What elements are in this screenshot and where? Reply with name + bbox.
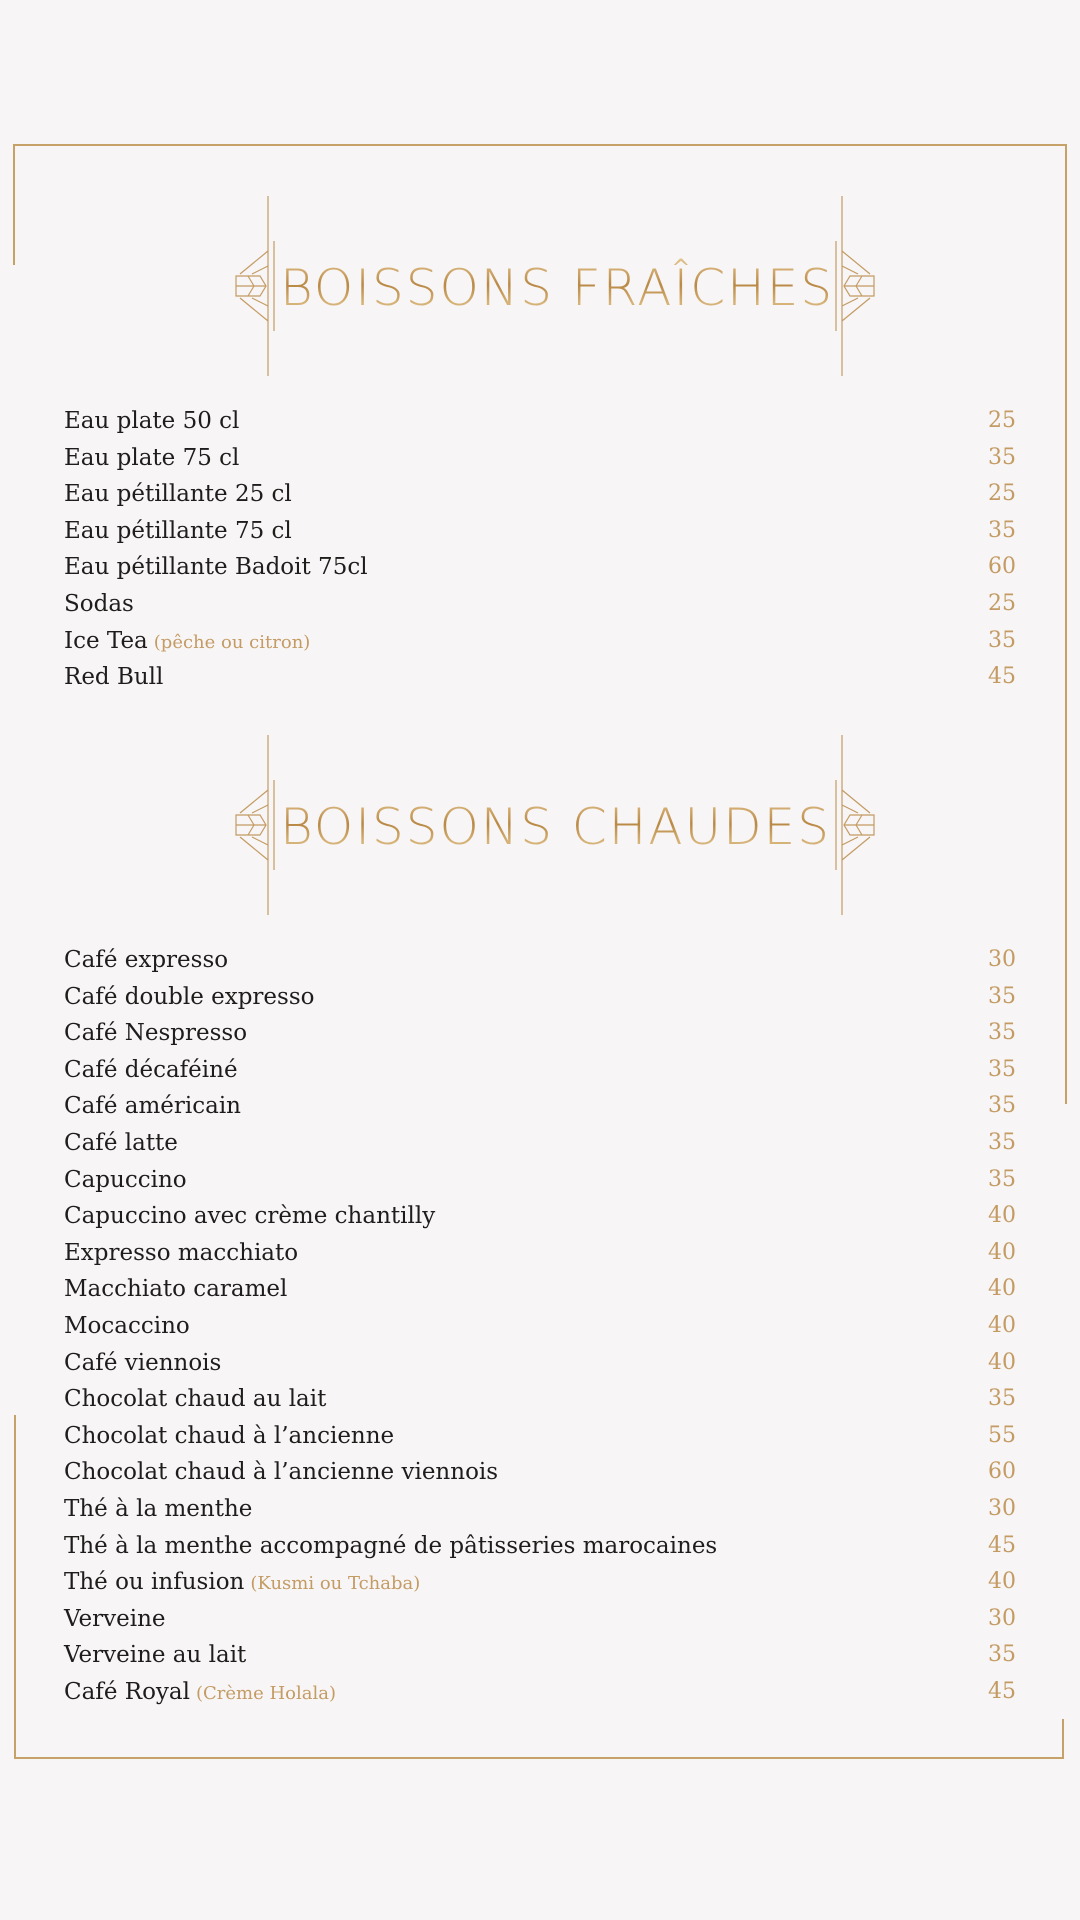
item-name: Eau pétillante 75 cl [64,517,292,544]
frame-left-line-top [13,144,15,265]
list-item [64,1381,1016,1418]
item-name: Café décaféiné [64,1056,238,1083]
item-price: 35 [988,1056,1016,1082]
item-name: Chocolat chaud au lait [64,1386,327,1413]
item-price: 45 [988,1532,1016,1558]
section-title: BOISSONS FRAÎCHES [280,256,830,320]
list-item [64,1564,1016,1601]
item-price: 55 [988,1422,1016,1448]
list-item [64,623,1016,660]
frame-top-line [13,144,1067,146]
item-note: (Crème Holala) [195,1682,337,1704]
item-price: 35 [988,1386,1016,1412]
item-price: 40 [988,1312,1016,1338]
item-name: Chocolat chaud à l’ancienne [64,1422,395,1449]
list-item [64,1418,1016,1455]
art-deco-ornament-left-icon [230,735,280,915]
item-price: 25 [988,590,1016,616]
item-name: Café Nespresso [64,1020,248,1047]
list-item [64,513,1016,550]
item-name: Ice Tea [64,627,148,654]
item-price: 30 [988,947,1016,972]
list-item [64,1271,1016,1308]
item-price: 35 [988,627,1016,653]
list-item [64,1491,1016,1528]
item-name: Café expresso [64,947,229,973]
list-item [64,440,1016,477]
art-deco-ornament-left-icon [230,196,280,376]
item-price: 25 [988,408,1016,433]
item-price: 40 [988,1276,1016,1302]
list-item [64,1637,1016,1674]
frame-bottom-line [14,1757,1064,1759]
list-item [64,1454,1016,1491]
item-price: 35 [988,1093,1016,1119]
item-name: Café double expresso [64,983,315,1010]
item-name: Eau pétillante Badoit 75cl [64,554,368,581]
list-item [64,1198,1016,1235]
list-item [64,549,1016,586]
list-item [64,1235,1016,1272]
item-name: Café Royal [64,1678,190,1705]
list-item [64,476,1016,513]
list-item [64,659,1016,696]
item-price: 40 [988,1349,1016,1375]
item-name: Mocaccino [64,1312,190,1339]
item-name: Verveine [64,1605,166,1632]
item-price: 30 [988,1495,1016,1521]
item-name: Capuccino [64,1166,187,1193]
menu-list-cold [64,403,1016,696]
item-name: Verveine au lait [64,1642,247,1669]
list-item [64,979,1016,1016]
item-price: 40 [988,1569,1016,1595]
section-header-cold [230,196,880,376]
list-item [64,1088,1016,1125]
item-price: 35 [988,444,1016,470]
item-name: Eau plate 75 cl [64,444,240,471]
item-price: 35 [988,517,1016,543]
list-item [64,1345,1016,1382]
section-header-hot [230,735,880,915]
list-item [64,1308,1016,1345]
item-price: 35 [988,983,1016,1009]
list-item [64,1125,1016,1162]
item-name: Expresso macchiato [64,1239,299,1266]
list-item [64,1015,1016,1052]
art-deco-ornament-right-icon [830,735,880,915]
item-name: Eau pétillante 25 cl [64,481,292,508]
item-name: Thé à la menthe [64,1495,253,1522]
item-name: Eau plate 50 cl [64,408,240,434]
item-price: 45 [988,664,1016,690]
item-note: (Kusmi ou Tchaba) [250,1573,421,1595]
list-item [64,1052,1016,1089]
item-name: Café américain [64,1093,241,1120]
item-price: 30 [988,1605,1016,1631]
item-price: 40 [988,1239,1016,1265]
frame-left-line-bottom [14,1415,16,1759]
item-price: 40 [988,1203,1016,1229]
item-price: 35 [988,1166,1016,1192]
item-price: 35 [988,1642,1016,1668]
list-item [64,942,1016,979]
item-name: Macchiato caramel [64,1276,288,1303]
art-deco-ornament-right-icon [830,196,880,376]
list-item [64,1601,1016,1638]
item-name: Red Bull [64,664,164,691]
item-name: Sodas [64,590,134,617]
item-name: Café latte [64,1129,178,1156]
frame-right-line-bottom [1062,1719,1064,1759]
item-name: Chocolat chaud à l’ancienne viennois [64,1459,499,1486]
list-item [64,403,1016,440]
section-title: BOISSONS CHAUDES [280,795,830,859]
item-price: 60 [988,554,1016,580]
frame-right-line [1065,144,1067,1104]
item-name: Café viennois [64,1349,222,1376]
list-item [64,586,1016,623]
list-item [64,1674,1016,1711]
item-price: 35 [988,1129,1016,1155]
item-price: 60 [988,1459,1016,1485]
item-name: Thé à la menthe accompagné de pâtisseries marocaines [64,1532,718,1559]
item-price: 25 [988,481,1016,507]
item-price: 45 [988,1678,1016,1704]
item-price: 35 [988,1020,1016,1046]
menu-list-hot [64,942,1016,1710]
list-item [64,1528,1016,1565]
item-name: Thé ou infusion [64,1569,245,1596]
list-item [64,1162,1016,1199]
item-note: (pêche ou citron) [153,631,311,653]
item-name: Capuccino avec crème chantilly [64,1203,436,1230]
